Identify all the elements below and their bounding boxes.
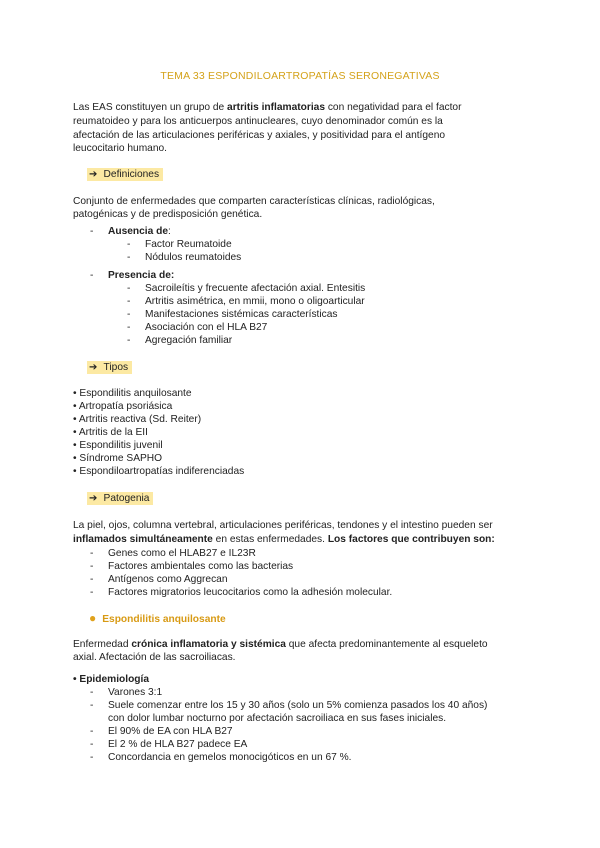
dash-marker: -	[90, 687, 94, 698]
list-item-text: Sacroileítis y frecuente afectación axial. Entesitis	[145, 283, 366, 294]
list-item-text: Nódulos reumatoides	[145, 252, 242, 263]
intro-text-c: con negatividad para el factor	[325, 102, 462, 113]
list-item	[90, 586, 392, 599]
presencia-heading	[90, 269, 174, 282]
list-item-text: Manifestaciones sistémicas características	[145, 309, 338, 320]
dash-marker: -	[127, 335, 131, 346]
heading-text: Definiciones	[103, 169, 160, 180]
list-item: • Artritis de la EII	[73, 427, 148, 438]
dash-marker: -	[127, 252, 131, 263]
heading-text: Tipos	[103, 362, 129, 373]
list-item-text: Genes como el HLAB27 e IL23R	[108, 548, 256, 559]
list-item: • Espondiloartropatías indiferenciadas	[73, 466, 245, 477]
epidemiologia-heading: • Epidemiología	[73, 674, 150, 685]
section-heading-definiciones	[87, 168, 163, 181]
list-item	[127, 308, 338, 321]
definiciones-para-2: patogénicas y de predisposición genética.	[73, 209, 263, 220]
patogenia-para-2	[73, 533, 495, 546]
ea-para-2: axial. Afectación de las sacroiliacas.	[73, 652, 236, 663]
section-heading-espondilitis	[89, 612, 226, 626]
list-item-text: El 90% de EA con HLA B27	[108, 726, 233, 737]
dash-marker: -	[90, 726, 94, 737]
dash-marker: -	[127, 309, 131, 320]
list-item-text: El 2 % de HLA B27 padece EA	[108, 739, 248, 750]
presencia-label: Presencia de:	[108, 270, 175, 281]
dash-marker: -	[90, 561, 94, 572]
list-item	[127, 282, 365, 295]
intro-bold-term: artritis inflamatorias	[227, 102, 325, 113]
ausencia-heading	[90, 225, 171, 238]
list-item: • Artropatía psoriásica	[73, 401, 173, 412]
page-title: TEMA 33 ESPONDILOARTROPATÍAS SERONEGATIVAS	[160, 70, 440, 82]
list-item-text: Concordancia en gemelos monocigóticos en un 67 %.	[108, 752, 352, 763]
dash-marker: -	[90, 587, 94, 598]
list-item-text: Factores migratorios leucocitarios como la adhesión molecular.	[108, 587, 393, 598]
section-heading-tipos	[87, 361, 132, 374]
dash-marker: -	[90, 226, 94, 237]
heading-text: Patogenia	[103, 493, 150, 504]
list-item-text: Agregación familiar	[145, 335, 233, 346]
dash-marker: -	[127, 296, 131, 307]
ausencia-label: Ausencia de	[108, 226, 169, 237]
list-item	[127, 251, 241, 264]
bullet-icon: ●	[89, 611, 97, 625]
list-item-text: Factores ambientales como las bacterias	[108, 561, 294, 572]
arrow-right-icon: ➔	[89, 493, 98, 504]
ausencia-colon: :	[168, 226, 171, 237]
list-item	[90, 560, 293, 573]
dash-marker: -	[127, 239, 131, 250]
list-item	[127, 321, 267, 334]
intro-text-a: Las EAS constituyen un grupo de	[73, 102, 228, 113]
intro-line-1	[73, 101, 462, 114]
list-item	[90, 699, 487, 712]
ea-para-1	[73, 638, 488, 651]
list-item	[90, 573, 228, 586]
list-item	[90, 686, 162, 699]
dash-marker: -	[90, 574, 94, 585]
list-item	[127, 295, 365, 308]
bold-phrase: Los factores que contribuyen son:	[327, 534, 495, 545]
heading-text: Espondilitis anquilosante	[102, 614, 226, 625]
plain-phrase: en estas enfermedades.	[212, 534, 328, 545]
plain-phrase: Enfermedad	[73, 639, 132, 650]
list-item: • Síndrome SAPHO	[73, 453, 163, 464]
arrow-right-icon: ➔	[89, 169, 98, 180]
dash-marker: -	[90, 548, 94, 559]
intro-line-4: leucocitario humano.	[73, 143, 168, 154]
list-item	[90, 751, 352, 764]
dash-marker: -	[90, 270, 94, 281]
list-item-text: Suele comenzar entre los 15 y 30 años (solo un 5% comienza pasados los 40 años)	[108, 700, 488, 711]
list-item	[90, 547, 256, 560]
list-item: • Espondilitis anquilosante	[73, 388, 192, 399]
dash-marker: -	[127, 322, 131, 333]
list-item-continuation: con dolor lumbar nocturno por afectación sacroiliaca en sus fases iniciales.	[108, 713, 447, 724]
bold-phrase: inflamados simultáneamente	[73, 534, 213, 545]
list-item	[90, 725, 233, 738]
arrow-right-icon: ➔	[89, 362, 98, 373]
dash-marker: -	[90, 700, 94, 711]
section-heading-patogenia	[87, 492, 153, 505]
list-item	[90, 738, 247, 751]
list-item-text: Artritis asimétrica, en mmii, mono o oligoarticular	[145, 296, 365, 307]
dash-marker: -	[90, 739, 94, 750]
definiciones-para-1: Conjunto de enfermedades que comparten características clínicas, radiológicas,	[73, 196, 435, 207]
list-item	[127, 334, 232, 347]
list-item-text: Antígenos como Aggrecan	[108, 574, 228, 585]
list-item-text: Factor Reumatoide	[145, 239, 232, 250]
dash-marker: -	[127, 283, 131, 294]
intro-line-3: afectación de las articulaciones periféricas y axiales, y positividad para el antígeno	[73, 130, 446, 141]
list-item-text: Varones 3:1	[108, 687, 163, 698]
list-item-text: Asociación con el HLA B27	[145, 322, 268, 333]
list-item: • Espondilitis juvenil	[73, 440, 163, 451]
list-item: • Artritis reactiva (Sd. Reiter)	[73, 414, 202, 425]
list-item	[127, 238, 232, 251]
plain-phrase: que afecta predominantemente al esqueleto	[285, 639, 488, 650]
bold-phrase: crónica inflamatoria y sistémica	[131, 639, 286, 650]
dash-marker: -	[90, 752, 94, 763]
patogenia-para-1: La piel, ojos, columna vertebral, articulaciones periféricas, tendones y el intestino pueden ser	[73, 520, 493, 531]
intro-line-2: reumatoideo y para los anticuerpos antinucleares, cuyo denominador común es la	[73, 116, 443, 127]
